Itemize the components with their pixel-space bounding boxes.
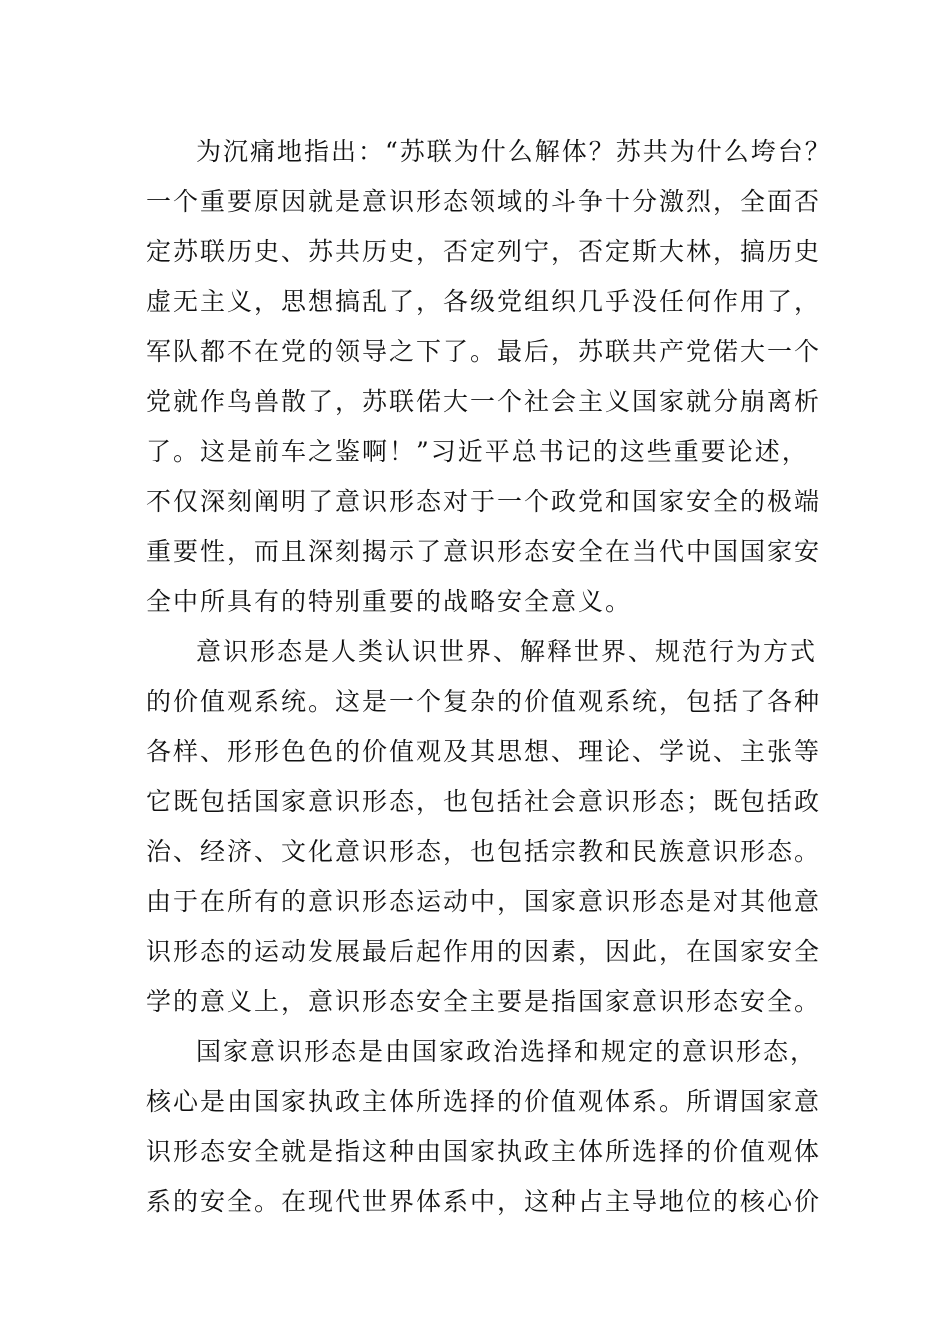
paragraph-1 — [146, 127, 832, 627]
paragraph-line: 意识形态是人类认识世界、解释世界、规范行为方式 — [196, 637, 818, 666]
paragraph-line: 重要性，而且深刻揭示了意识形态安全在当代中国国家安 — [146, 537, 822, 566]
paragraph-line: 全中所具有的特别重要的战略安全意义。 — [146, 587, 633, 616]
paragraph-line: 系的安全。在现代世界体系中，这种占主导地位的核心价 — [146, 1187, 822, 1216]
paragraph-line: 党就作鸟兽散了，苏联偌大一个社会主义国家就分崩离析 — [146, 387, 822, 416]
document-body — [146, 127, 832, 1227]
paragraph-3 — [146, 1027, 822, 1227]
paragraph-line: 各样、形形色色的价值观及其思想、理论、学说、主张等 — [146, 737, 822, 766]
paragraph-line: 识形态安全就是指这种由国家执政主体所选择的价值观体 — [146, 1137, 822, 1166]
paragraph-line: 了。这是前车之鉴啊！”习近平总书记的这些重要论述， — [146, 437, 809, 466]
paragraph-line: 由于在所有的意识形态运动中，国家意识形态是对其他意 — [146, 887, 822, 916]
paragraph-line: 的价值观系统。这是一个复杂的价值观系统，包括了各种 — [146, 687, 822, 716]
paragraph-line: 识形态的运动发展最后起作用的因素，因此，在国家安全 — [146, 937, 822, 966]
paragraph-line: 不仅深刻阐明了意识形态对于一个政党和国家安全的极端 — [146, 487, 822, 516]
paragraph-line: 定苏联历史、苏共历史，否定列宁，否定斯大林，搞历史 — [146, 237, 822, 266]
paragraph-2 — [146, 627, 822, 1027]
paragraph-line: 学的意义上，意识形态安全主要是指国家意识形态安全。 — [146, 987, 822, 1016]
paragraph-line: 核心是由国家执政主体所选择的价值观体系。所谓国家意 — [146, 1087, 822, 1116]
paragraph-line: 它既包括国家意识形态，也包括社会意识形态；既包括政 — [146, 787, 822, 816]
paragraph-line: 国家意识形态是由国家政治选择和规定的意识形态， — [196, 1037, 818, 1066]
paragraph-line: 虚无主义，思想搞乱了，各级党组织几乎没任何作用了， — [146, 287, 822, 316]
paragraph-line: 军队都不在党的领导之下了。最后，苏联共产党偌大一个 — [146, 337, 822, 366]
paragraph-line: 治、经济、文化意识形态，也包括宗教和民族意识形态。 — [146, 837, 822, 866]
paragraph-line: 一个重要原因就是意识形态领域的斗争十分激烈，全面否 — [146, 187, 822, 216]
paragraph-line: 为沉痛地指出：“苏联为什么解体？苏共为什么垮台？ — [196, 137, 832, 166]
